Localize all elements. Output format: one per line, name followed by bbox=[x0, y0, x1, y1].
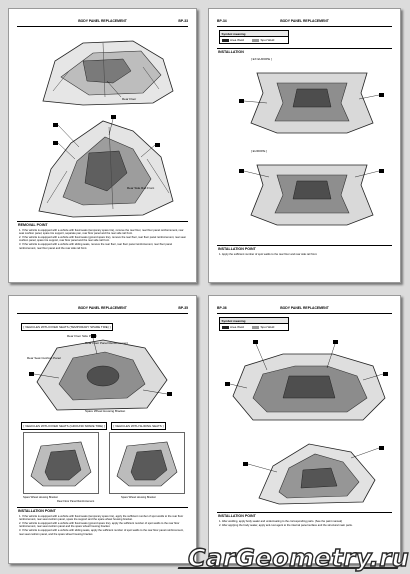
section-rule bbox=[217, 512, 392, 513]
variant-box-sliding-seats: [ VEHICLES WITH SLIDING SEATS ] bbox=[111, 422, 166, 430]
callout-rear-side-rail-front: Rear Side Rail Front bbox=[127, 186, 155, 190]
step-3: 3. If the vehicle is equipped with a vehicle with sliding seats, apply the sufficient number of spot welds to the rear floor panel reinforcement, rear seat cushion panel, and the spare wheel housing bracket. bbox=[19, 529, 184, 536]
variant-box-fixed-seats-ground: [ VEHICLES WITH FIXED SEATS (GROUND SPARE TIRE) ] bbox=[21, 422, 107, 430]
header-title: BODY PANEL REPLACEMENT bbox=[280, 306, 329, 310]
page-header bbox=[217, 17, 392, 27]
spot-weld-swatch bbox=[252, 39, 259, 42]
step-1: 1. Apply the sufficient number of spot welds to the rear floor and rear side rail front. bbox=[219, 253, 318, 256]
page-number: BP-36 bbox=[217, 306, 227, 310]
step-1: 1. After welding, apply body sealer and undercoating to the corresponding parts. (See the paint manual) bbox=[219, 520, 343, 523]
page-header bbox=[17, 304, 188, 314]
symbol-legend bbox=[219, 30, 289, 44]
floor-diagram-fixed-ground bbox=[23, 432, 99, 494]
page-header bbox=[17, 17, 188, 27]
manual-page-bp36 bbox=[208, 295, 401, 564]
header-title: BODY PANEL REPLACEMENT bbox=[78, 306, 127, 310]
callout-rear-seat-cushion-panel: Rear Seat Cushion Panel bbox=[27, 356, 61, 360]
legend-spot-weld: Spot Weld bbox=[260, 325, 275, 329]
section-rule bbox=[217, 48, 392, 49]
rear-body-diagram-lower bbox=[239, 432, 389, 508]
section-title-installation-point: INSTALLATION POINT bbox=[218, 247, 256, 251]
rear-body-diagram-upper bbox=[223, 336, 393, 428]
body-frame-illustration-lower bbox=[23, 113, 189, 221]
callout-rear-floor-panel-reinforcement: Rear Floor Panel Reinforcement bbox=[85, 341, 129, 345]
step-2: 2. After applying the body sealer, apply anti-rust agent to the internal panel surface and the structural main parts. bbox=[219, 523, 353, 527]
legend-area-weld: Area Weld bbox=[230, 38, 244, 42]
callout-rear-floor-reinf-b: Rear Floor Panel Reinforcement bbox=[57, 500, 95, 503]
section-title-installation-point: INSTALLATION POINT bbox=[18, 509, 56, 513]
step-2: 2. If the vehicle is equipped with a vehicle with fixed seats (ground spare tire), remove the rear floor, rear floor panel reinforcement, rear seat cushion panel, spare tire support, rear floor panel and the rear side rail front. bbox=[19, 236, 186, 243]
variant-box-fixed-seats-temporary: [ VEHICLES WITH FIXED SEATS (TEMPORARY SPARE TIRE) ] bbox=[21, 323, 113, 331]
rear-floor-diagram-ex-europe bbox=[237, 63, 387, 139]
step-3: 3. If the vehicle is equipped with a vehicle with sliding seats, remove the rear floor, rear floor panel reinforcement, rear floor panel reinforcement, rear floor panel and the rear side rail front. bbox=[19, 243, 173, 250]
callout-rear-floor-side-panel: Rear Floor Side Panel bbox=[67, 334, 97, 338]
subsection-ex-europe: [ EX EUROPE ] bbox=[251, 57, 272, 61]
removal-steps bbox=[19, 229, 186, 251]
legend-title: Symbol meaning bbox=[220, 31, 288, 37]
section-title-removal-point: REMOVAL POINT bbox=[18, 223, 48, 227]
legend-area-weld: Area Weld bbox=[230, 325, 244, 329]
subsection-europe: [ EUROPE ] bbox=[251, 149, 268, 153]
watermark-logo: CarGeometry.ru bbox=[188, 544, 410, 572]
installation-steps bbox=[219, 520, 390, 528]
legend-spot-weld: Spot Weld bbox=[260, 38, 275, 42]
manual-page-bp34 bbox=[208, 8, 401, 283]
rear-floor-diagram-europe bbox=[237, 155, 387, 231]
floor-diagram-sliding bbox=[109, 432, 185, 494]
legend-title: Symbol meaning bbox=[220, 318, 288, 324]
page-number: BP-33 bbox=[178, 19, 188, 23]
step-1: 1. If the vehicle is equipped with a vehicle with fixed seats (temporary spare tire), apply the sufficient number of spot welds to the rear floor reinforcement, rear seat cushion panel, spare tire support and the spare wheel housing bracket. bbox=[19, 515, 184, 522]
section-rule bbox=[17, 221, 188, 222]
area-weld-swatch bbox=[222, 39, 229, 42]
page-number: BP-34 bbox=[217, 19, 227, 23]
manual-page-bp33 bbox=[8, 8, 197, 283]
installation-steps bbox=[19, 515, 186, 537]
header-title: BODY PANEL REPLACEMENT bbox=[78, 19, 127, 23]
manual-page-bp35 bbox=[8, 295, 197, 564]
section-title-installation-point: INSTALLATION POINT bbox=[218, 514, 256, 518]
symbol-legend bbox=[219, 317, 289, 331]
installation-steps bbox=[219, 253, 390, 257]
page-number: BP-35 bbox=[178, 306, 188, 310]
header-title: BODY PANEL REPLACEMENT bbox=[280, 19, 329, 23]
section-title-installation: INSTALLATION bbox=[218, 50, 244, 54]
callout-spare-wheel-bracket-c: Spare Wheel Housing Bracket bbox=[121, 496, 156, 499]
step-2: 2. If the vehicle is equipped with a vehicle with fixed seats (ground spare tire), apply the sufficient number of spot welds to the rear floor reinforcement, rear seat cushion panel and the spare wheel housing bracket. bbox=[19, 522, 180, 529]
callout-spare-wheel-housing-bracket: Spare Wheel Housing Bracket bbox=[85, 409, 126, 413]
callout-spare-wheel-bracket-a: Spare Wheel Housing Bracket bbox=[23, 496, 58, 499]
spot-weld-swatch bbox=[252, 326, 259, 329]
page-header bbox=[217, 304, 392, 314]
section-rule bbox=[17, 507, 188, 508]
callout-rear-floor: Rear Floor bbox=[122, 97, 137, 101]
step-1: 1. If the vehicle is equipped with a vehicle with fixed seats (temporary spare tire), remove the rear floor, rear floor panel reinforcement, rear seat cushion panel, spare tire support, separate pan, rear floor panel and the rear side rail front. bbox=[19, 229, 184, 236]
section-rule bbox=[217, 245, 392, 246]
body-frame-illustration-upper bbox=[23, 31, 189, 109]
area-weld-swatch bbox=[222, 326, 229, 329]
